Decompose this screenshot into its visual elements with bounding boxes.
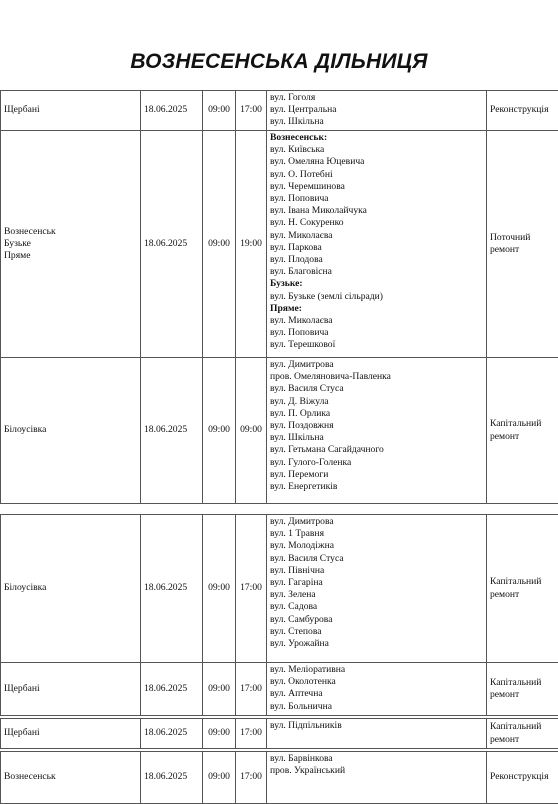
street-name: вул. Садова — [270, 601, 483, 613]
table-row — [1, 663, 558, 716]
street-name: вул. Благовісна — [270, 266, 483, 278]
settlement-heading: Бузьке: — [270, 278, 483, 290]
date-cell: 18.06.2025 — [141, 663, 203, 716]
settlement-heading: Вознесенськ: — [270, 132, 483, 144]
date-cell: 18.06.2025 — [141, 91, 203, 131]
start-time-cell: 09:00 — [203, 719, 236, 749]
end-time-cell: 17:00 — [236, 752, 267, 804]
work-type-cell: Капітальний ремонт — [487, 515, 558, 663]
street-name: пров. Український — [270, 765, 483, 777]
table-row — [1, 358, 558, 504]
street-name: вул. Околотенка — [270, 676, 483, 688]
street-name: вул. Івана Миколайчука — [270, 205, 483, 217]
streets-cell — [267, 358, 487, 504]
location-cell — [1, 752, 141, 804]
street-name: вул. Підпільників — [270, 720, 483, 732]
settlement-heading: Пряме: — [270, 303, 483, 315]
street-name: вул. Зелена — [270, 589, 483, 601]
streets-cell — [267, 719, 487, 749]
street-name: вул. Гетьмана Сагайдачного — [270, 444, 483, 456]
location-name: Щербані — [4, 727, 137, 739]
location-cell — [1, 91, 141, 131]
outage-table-body — [1, 91, 558, 804]
street-name: вул. Плодова — [270, 254, 483, 266]
street-name: вул. Гулого-Голенка — [270, 457, 483, 469]
work-type-cell: Капітальний ремонт — [487, 719, 558, 749]
street-name: вул. Д. Віжула — [270, 396, 483, 408]
end-time-cell: 19:00 — [236, 131, 267, 358]
location-name: Щербані — [4, 104, 137, 116]
street-name: вул. Гагаріна — [270, 577, 483, 589]
end-time-cell: 17:00 — [236, 91, 267, 131]
street-name: вул. Миколаєва — [270, 315, 483, 327]
table-row — [1, 91, 558, 131]
street-name: вул. Степова — [270, 626, 483, 638]
street-name: вул. Больнична — [270, 701, 483, 713]
date-cell: 18.06.2025 — [141, 719, 203, 749]
location-name: Вознесенськ — [4, 226, 137, 238]
street-name: вул. Димитрова — [270, 359, 483, 371]
location-cell — [1, 131, 141, 358]
street-name: вул. Барвінкова — [270, 753, 483, 765]
outage-table — [0, 90, 558, 804]
streets-cell — [267, 515, 487, 663]
page-title: ВОЗНЕСЕНСЬКА ДІЛЬНИЦЯ — [0, 50, 558, 74]
location-cell — [1, 515, 141, 663]
location-cell — [1, 719, 141, 749]
street-name: вул. Н. Сокуренко — [270, 217, 483, 229]
location-cell — [1, 358, 141, 504]
street-name: вул. Центральна — [270, 104, 483, 116]
work-type-cell: Реконструкція — [487, 752, 558, 804]
street-name: вул. Поповича — [270, 327, 483, 339]
start-time-cell: 09:00 — [203, 91, 236, 131]
end-time-cell: 09:00 — [236, 358, 267, 504]
street-name: вул. Перемоги — [270, 469, 483, 481]
date-cell: 18.06.2025 — [141, 131, 203, 358]
end-time-cell: 17:00 — [236, 663, 267, 716]
start-time-cell: 09:00 — [203, 515, 236, 663]
street-name: вул. Василя Стуса — [270, 383, 483, 395]
street-name: вул. Енергетиків — [270, 481, 483, 493]
street-name: вул. Шкільна — [270, 432, 483, 444]
street-name: вул. Меліоративна — [270, 664, 483, 676]
street-name: вул. Миколаєва — [270, 230, 483, 242]
street-name: вул. Гоголя — [270, 92, 483, 104]
table-row — [1, 515, 558, 663]
start-time-cell: 09:00 — [203, 131, 236, 358]
street-name: вул. Молодіжна — [270, 540, 483, 552]
table-row — [1, 752, 558, 804]
street-name: вул. Димитрова — [270, 516, 483, 528]
end-time-cell: 17:00 — [236, 719, 267, 749]
streets-cell — [267, 663, 487, 716]
work-type-cell: Реконструкція — [487, 91, 558, 131]
location-name: Пряме — [4, 250, 137, 262]
street-name: вул. Самбурова — [270, 614, 483, 626]
street-name: пров. Омеляновича-Павленка — [270, 371, 483, 383]
work-type-cell: Капітальний ремонт — [487, 358, 558, 504]
street-name: вул. Аптечна — [270, 688, 483, 700]
street-name: вул. Шкільна — [270, 116, 483, 128]
street-name: вул. Київська — [270, 144, 483, 156]
street-name: вул. Паркова — [270, 242, 483, 254]
street-name: вул. Поздовжня — [270, 420, 483, 432]
street-name: вул. Василя Стуса — [270, 553, 483, 565]
streets-cell — [267, 91, 487, 131]
street-name: вул. Терешкової — [270, 339, 483, 351]
street-name: вул. Бузьке (землі сільради) — [270, 291, 483, 303]
street-name: вул. П. Орлика — [270, 408, 483, 420]
street-name: вул. О. Потебні — [270, 169, 483, 181]
location-name: Щербані — [4, 683, 137, 695]
location-name: Білоусівка — [4, 582, 137, 594]
start-time-cell: 09:00 — [203, 752, 236, 804]
work-type-cell: Капітальний ремонт — [487, 663, 558, 716]
start-time-cell: 09:00 — [203, 663, 236, 716]
date-cell: 18.06.2025 — [141, 358, 203, 504]
streets-cell — [267, 131, 487, 358]
table-row — [1, 131, 558, 358]
street-name: вул. Поповича — [270, 193, 483, 205]
street-name: вул. Черемшинова — [270, 181, 483, 193]
location-name: Білоусівка — [4, 424, 137, 436]
location-name: Бузьке — [4, 238, 137, 250]
date-cell: 18.06.2025 — [141, 515, 203, 663]
work-type-cell: Поточний ремонт — [487, 131, 558, 358]
row-separator — [1, 504, 558, 515]
date-cell: 18.06.2025 — [141, 752, 203, 804]
street-name: вул. Урожайна — [270, 638, 483, 650]
start-time-cell: 09:00 — [203, 358, 236, 504]
end-time-cell: 17:00 — [236, 515, 267, 663]
table-row — [1, 719, 558, 749]
streets-cell — [267, 752, 487, 804]
location-name: Вознесенськ — [4, 771, 137, 783]
street-name: вул. 1 Травня — [270, 528, 483, 540]
street-name: вул. Північна — [270, 565, 483, 577]
street-name: вул. Омеляна Юцевича — [270, 156, 483, 168]
location-cell — [1, 663, 141, 716]
